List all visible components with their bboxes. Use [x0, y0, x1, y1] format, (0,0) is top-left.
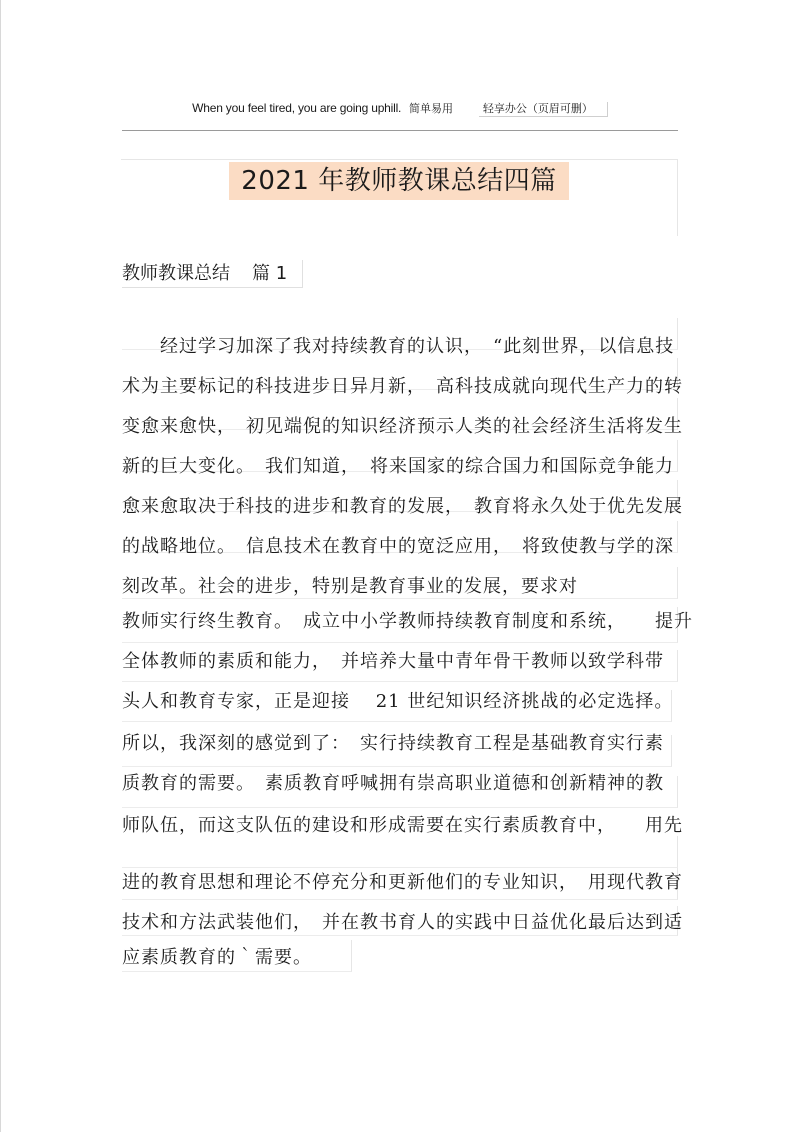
header-note-simple: 简单易用	[409, 102, 454, 115]
body-line: 进的教育思想和理论不停充分和更新他们的专业知识， 用现代教育	[122, 872, 683, 893]
body-line: 的战略地位。 信息技术在教育中的宽泛应用， 将致使教与学的深	[122, 536, 674, 557]
body-line: 变愈来愈快， 初见端倪的知识经济预示人类的社会经济生活将发生	[122, 416, 683, 437]
header-tagline: When you feel tired, you are going uphill.	[192, 101, 402, 115]
page-header	[0, 99, 800, 118]
body-line: 应素质教育的｀需要。	[122, 947, 312, 968]
body-line: 新的巨大变化。 我们知道， 将来国家的综合国力和国际竞争能力	[122, 456, 674, 477]
body-line: 所以，我深刻的感觉到了： 实行持续教育工程是基础教育实行素	[122, 733, 664, 754]
document-title: 2021 年教师教课总结四篇	[229, 162, 569, 200]
section-heading	[122, 260, 303, 288]
section-heading-number: 篇 1	[252, 263, 288, 284]
body-line: 全体教师的素质和能力， 并培养大量中青年骨干教师以致学科带	[122, 651, 664, 672]
body-line: 愈来愈取决于科技的进步和教育的发展， 教育将永久处于优先发展	[122, 496, 683, 517]
body-line: 质教育的需要。 素质教育呼喊拥有崇高职业道德和创新精神的教	[122, 773, 664, 794]
body-line: 刻改革。社会的进步，特别是教育事业的发展，要求对	[122, 576, 578, 597]
body-line: 技术和方法武装他们， 并在教书育人的实践中日益优化最后达到适	[122, 912, 683, 933]
body-line: 经过学习加深了我对持续教育的认识， “此刻世界，以信息技	[122, 336, 675, 357]
header-divider	[122, 130, 678, 131]
body-line: 头人和教育专家，正是迎接 21 世纪知识经济挑战的必定选择。	[122, 691, 674, 712]
header-note-removable: 轻享办公（页眉可删）	[479, 102, 608, 117]
body-line: 术为主要标记的科技进步日异月新， 高科技成就向现代生产力的转	[122, 376, 683, 397]
page-edge	[0, 0, 1, 1132]
section-heading-label: 教师教课总结	[122, 263, 230, 284]
body-line: 师队伍，而这支队伍的建设和形成需要在实行素质教育中， 用先	[122, 815, 683, 836]
body-line: 教师实行终生教育。 成立中小学教师持续教育制度和系统， 提升	[122, 611, 693, 632]
